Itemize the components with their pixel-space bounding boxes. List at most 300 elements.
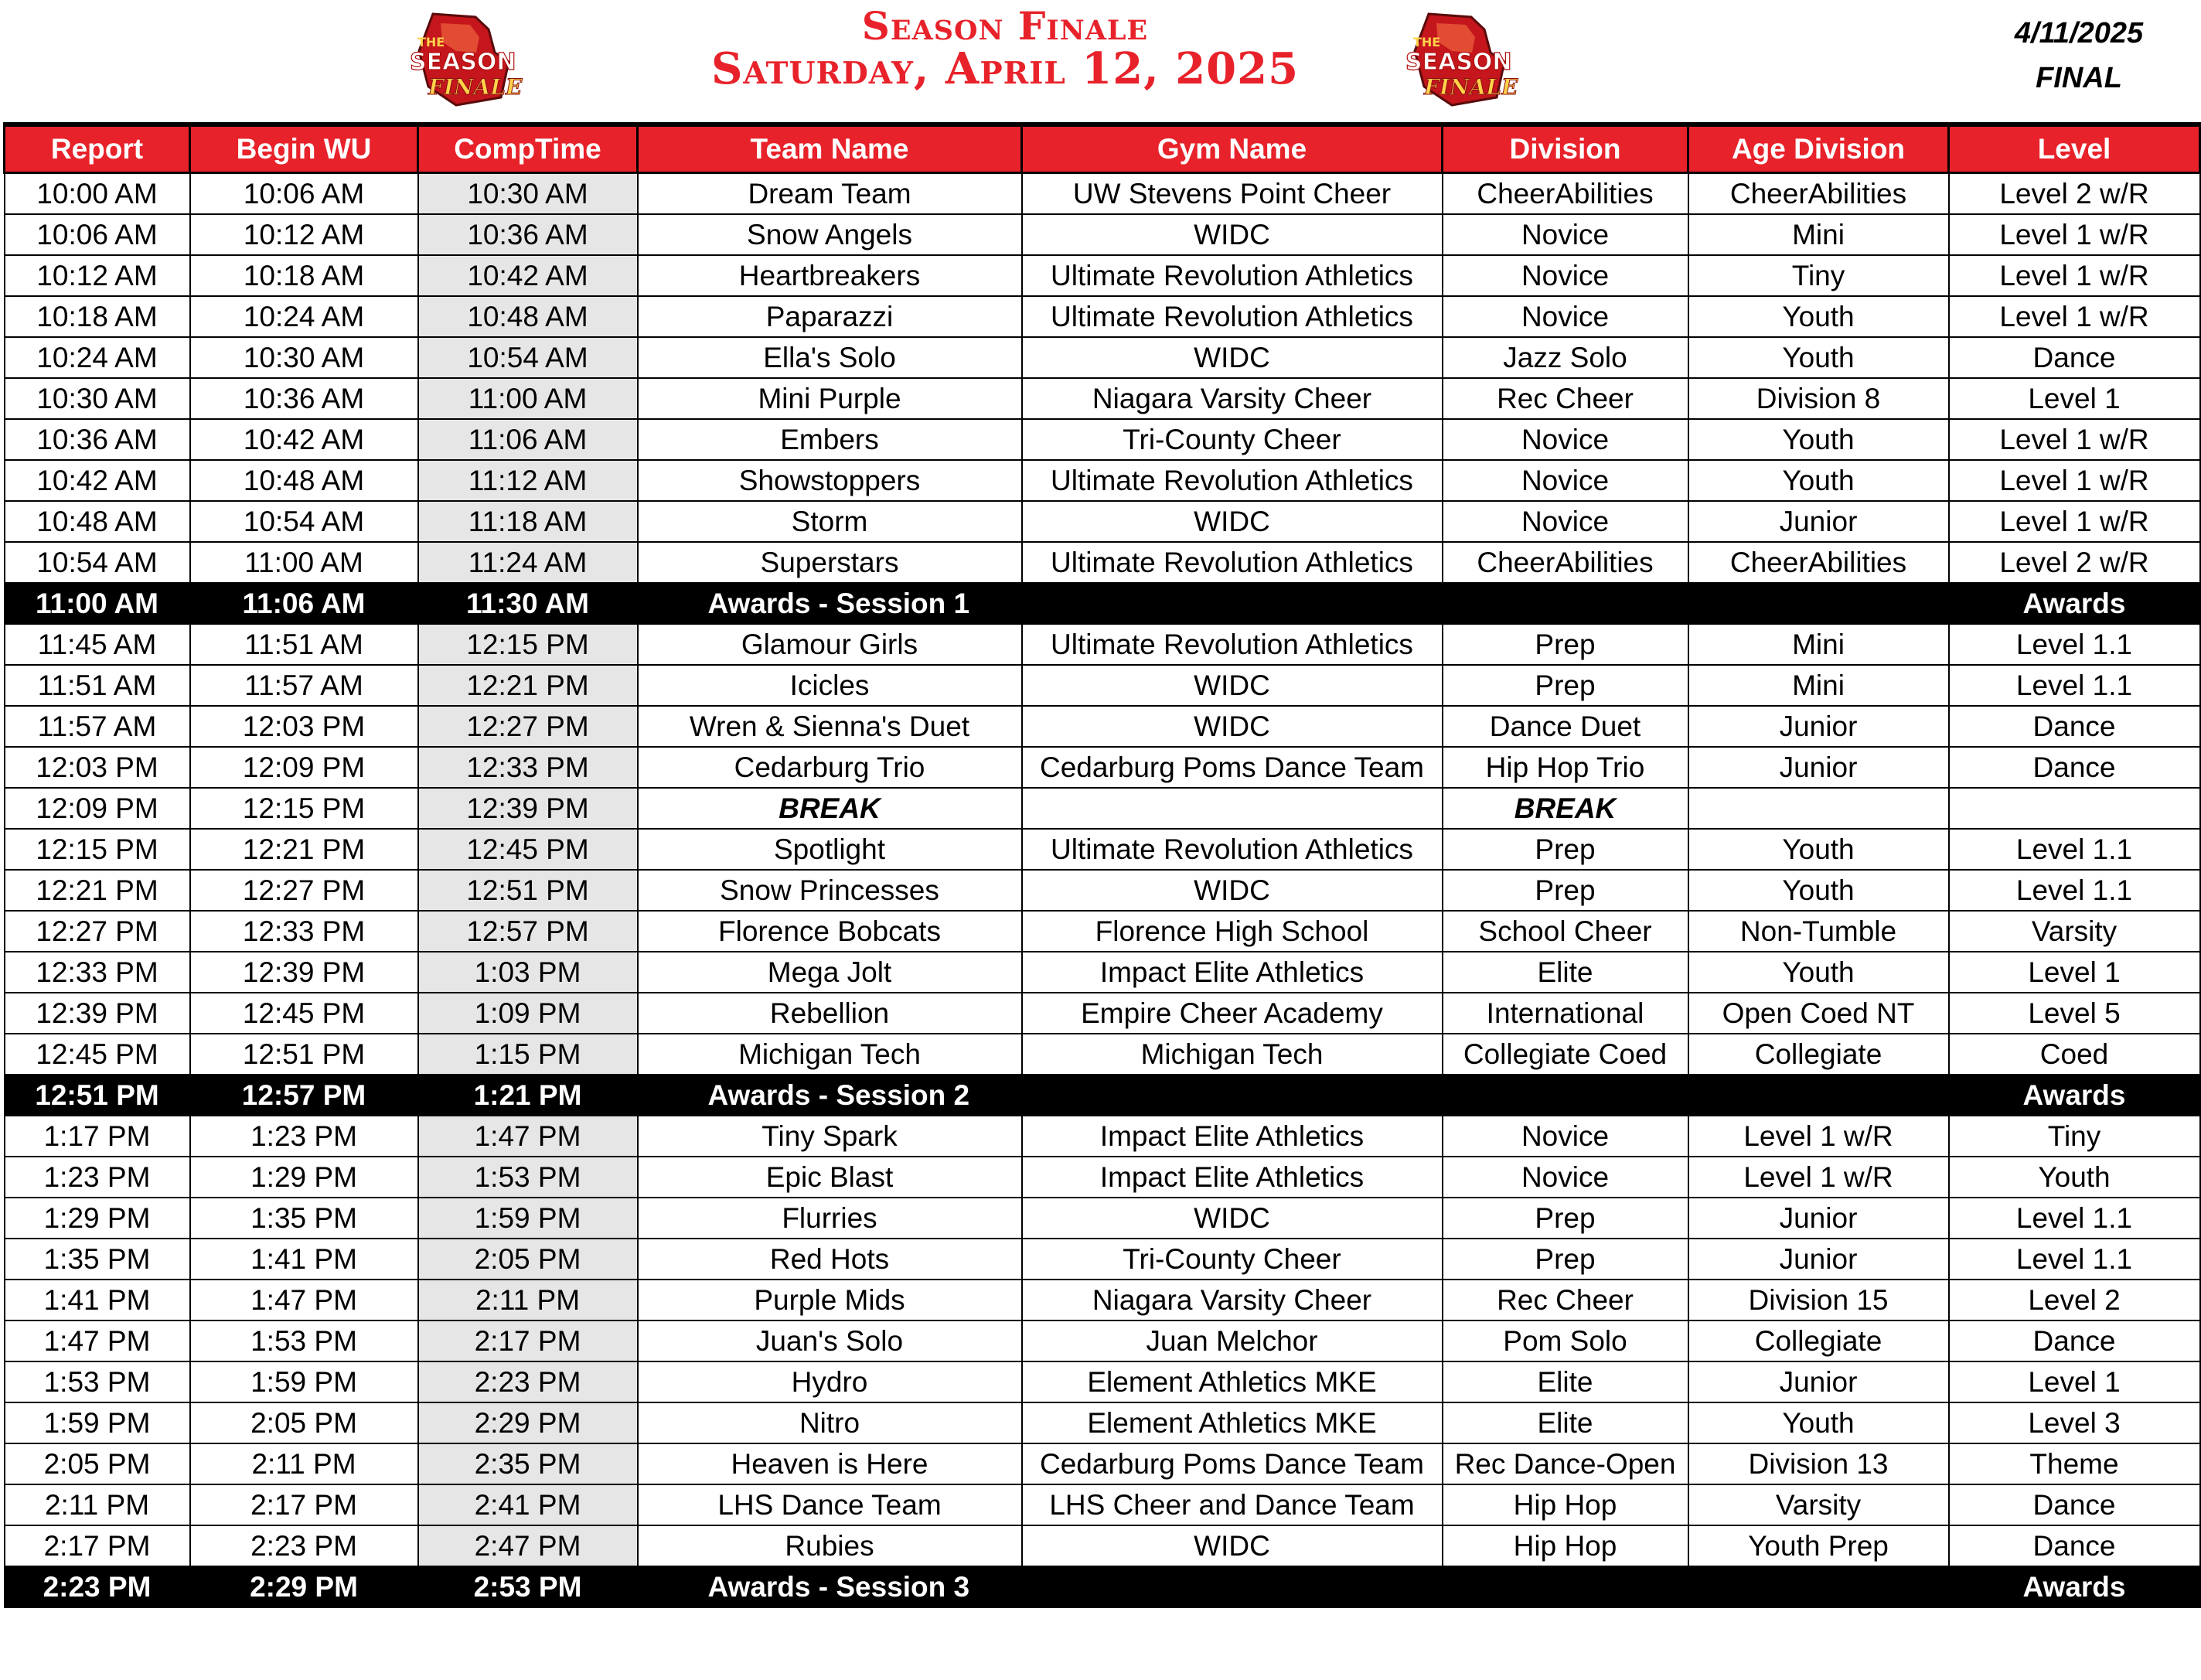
division: Dance Duet: [1443, 706, 1688, 747]
age-division: Youth: [1688, 296, 1949, 337]
page-header: [0, 0, 2201, 122]
team-name: Heaven is Here: [638, 1443, 1022, 1484]
table-row: [5, 1034, 2200, 1075]
comp-time: 1:09 PM: [418, 993, 638, 1034]
comp-time: 11:00 AM: [418, 378, 638, 419]
gym-name: LHS Cheer and Dance Team: [1022, 1484, 1443, 1525]
division: Novice: [1443, 255, 1688, 296]
age-division: Varsity: [1688, 1484, 1949, 1525]
report-time: 1:47 PM: [5, 1320, 190, 1361]
division: BREAK: [1443, 788, 1688, 829]
comp-time: 11:24 AM: [418, 542, 638, 583]
age-division: CheerAbilities: [1688, 542, 1949, 583]
comp-time: 2:41 PM: [418, 1484, 638, 1525]
comp-time: 1:47 PM: [418, 1116, 638, 1157]
division: Prep: [1443, 829, 1688, 870]
begin-wu-time: 11:57 AM: [190, 665, 418, 706]
begin-wu-time: 1:23 PM: [190, 1116, 418, 1157]
level: Level 1 w/R: [1949, 214, 2200, 255]
level: Level 2 w/R: [1949, 173, 2200, 215]
team-name: Rebellion: [638, 993, 1022, 1034]
table-row: [5, 1525, 2200, 1566]
age-division: Open Coed NT: [1688, 993, 1949, 1034]
logo-right-text-season: SEASON: [1405, 49, 1512, 76]
begin-wu-time: 12:51 PM: [190, 1034, 418, 1075]
level: Varsity: [1949, 911, 2200, 952]
logo-text-finale: FINALE: [428, 74, 523, 100]
report-time: 2:17 PM: [5, 1525, 190, 1566]
age-division: Junior: [1688, 706, 1949, 747]
begin-wu-time: 1:41 PM: [190, 1239, 418, 1280]
level: Level 1.1: [1949, 870, 2200, 911]
level: Level 1: [1949, 952, 2200, 993]
begin-wu-time: 2:17 PM: [190, 1484, 418, 1525]
team-name: Snow Angels: [638, 214, 1022, 255]
comp-time: 2:47 PM: [418, 1525, 638, 1566]
report-time: 10:00 AM: [5, 173, 190, 215]
table-row: [5, 911, 2200, 952]
team-name: Ella's Solo: [638, 337, 1022, 378]
team-name: Rubies: [638, 1525, 1022, 1566]
report-time: 2:05 PM: [5, 1443, 190, 1484]
revision-block: [2002, 11, 2156, 101]
age-division: Mini: [1688, 214, 1949, 255]
col-header-age-division: Age Division: [1688, 124, 1949, 173]
division: Prep: [1443, 1239, 1688, 1280]
gym-name: Niagara Varsity Cheer: [1022, 378, 1443, 419]
comp-time: 1:59 PM: [418, 1198, 638, 1239]
division: Rec Cheer: [1443, 1280, 1688, 1320]
division: Rec Dance-Open: [1443, 1443, 1688, 1484]
report-time: 12:15 PM: [5, 829, 190, 870]
begin-wu-time: 12:57 PM: [190, 1075, 418, 1116]
begin-wu-time: 2:23 PM: [190, 1525, 418, 1566]
table-row: [5, 337, 2200, 378]
age-division: Junior: [1688, 1198, 1949, 1239]
revision-status: FINAL: [2036, 62, 2122, 94]
team-name: Mega Jolt: [638, 952, 1022, 993]
table-row: [5, 952, 2200, 993]
team-name: Mini Purple: [638, 378, 1022, 419]
age-division: Youth: [1688, 460, 1949, 501]
age-division: Level 1 w/R: [1688, 1116, 1949, 1157]
comp-time: 1:53 PM: [418, 1157, 638, 1198]
division: Novice: [1443, 1157, 1688, 1198]
comp-time: 2:53 PM: [418, 1566, 638, 1607]
level: Awards: [1949, 583, 2200, 624]
team-name: Snow Princesses: [638, 870, 1022, 911]
gym-name: Florence High School: [1022, 911, 1443, 952]
table-row: [5, 665, 2200, 706]
level: Dance: [1949, 1484, 2200, 1525]
division: Jazz Solo: [1443, 337, 1688, 378]
age-division: Youth: [1688, 337, 1949, 378]
gym-name: Ultimate Revolution Athletics: [1022, 829, 1443, 870]
begin-wu-time: 12:21 PM: [190, 829, 418, 870]
division: Novice: [1443, 460, 1688, 501]
level: Tiny: [1949, 1116, 2200, 1157]
team-name: Wren & Sienna's Duet: [638, 706, 1022, 747]
level: Level 1.1: [1949, 665, 2200, 706]
begin-wu-time: 1:59 PM: [190, 1361, 418, 1402]
gym-name: Ultimate Revolution Athletics: [1022, 255, 1443, 296]
division: Prep: [1443, 624, 1688, 665]
begin-wu-time: 2:11 PM: [190, 1443, 418, 1484]
comp-time: 11:12 AM: [418, 460, 638, 501]
team-name: Juan's Solo: [638, 1320, 1022, 1361]
division: CheerAbilities: [1443, 542, 1688, 583]
report-time: 12:45 PM: [5, 1034, 190, 1075]
team-name: BREAK: [638, 788, 1022, 829]
team-name: Florence Bobcats: [638, 911, 1022, 952]
awards-session-label: Awards - Session 1: [638, 583, 1949, 624]
gym-name: Empire Cheer Academy: [1022, 993, 1443, 1034]
level: Level 1: [1949, 378, 2200, 419]
division: Novice: [1443, 501, 1688, 542]
table-row: [5, 1239, 2200, 1280]
comp-time: 11:30 AM: [418, 583, 638, 624]
division: Hip Hop: [1443, 1484, 1688, 1525]
level: Dance: [1949, 747, 2200, 788]
level: Level 1 w/R: [1949, 255, 2200, 296]
report-time: 10:48 AM: [5, 501, 190, 542]
team-name: Icicles: [638, 665, 1022, 706]
age-division: Collegiate: [1688, 1320, 1949, 1361]
awards-row: [5, 583, 2200, 624]
gym-name: WIDC: [1022, 665, 1443, 706]
division: Prep: [1443, 665, 1688, 706]
table-row: [5, 542, 2200, 583]
gym-name: Impact Elite Athletics: [1022, 1116, 1443, 1157]
col-header-team-name: Team Name: [638, 124, 1022, 173]
level: Level 1 w/R: [1949, 501, 2200, 542]
team-name: Red Hots: [638, 1239, 1022, 1280]
level: Dance: [1949, 337, 2200, 378]
level: Level 3: [1949, 1402, 2200, 1443]
gym-name: Element Athletics MKE: [1022, 1361, 1443, 1402]
comp-time: 12:21 PM: [418, 665, 638, 706]
gym-name: Ultimate Revolution Athletics: [1022, 542, 1443, 583]
report-time: 1:17 PM: [5, 1116, 190, 1157]
col-header-comptime: CompTime: [418, 124, 638, 173]
begin-wu-time: 11:00 AM: [190, 542, 418, 583]
awards-session-label: Awards - Session 2: [638, 1075, 1949, 1116]
level: Level 1.1: [1949, 1198, 2200, 1239]
table-row: [5, 1361, 2200, 1402]
level: Level 1 w/R: [1949, 460, 2200, 501]
season-finale-logo-graphic: [402, 6, 526, 111]
begin-wu-time: 12:39 PM: [190, 952, 418, 993]
division: Novice: [1443, 214, 1688, 255]
table-row: [5, 1280, 2200, 1320]
team-name: Epic Blast: [638, 1157, 1022, 1198]
begin-wu-time: 11:06 AM: [190, 583, 418, 624]
level: Awards: [1949, 1566, 2200, 1607]
begin-wu-time: 10:48 AM: [190, 460, 418, 501]
report-time: 12:03 PM: [5, 747, 190, 788]
table-row: [5, 624, 2200, 665]
level: Theme: [1949, 1443, 2200, 1484]
division: Pom Solo: [1443, 1320, 1688, 1361]
team-name: Purple Mids: [638, 1280, 1022, 1320]
age-division: Youth: [1688, 870, 1949, 911]
comp-time: 2:23 PM: [418, 1361, 638, 1402]
gym-name: Cedarburg Poms Dance Team: [1022, 747, 1443, 788]
report-time: 10:42 AM: [5, 460, 190, 501]
report-time: 12:33 PM: [5, 952, 190, 993]
gym-name: Ultimate Revolution Athletics: [1022, 460, 1443, 501]
begin-wu-time: 10:36 AM: [190, 378, 418, 419]
table-row: [5, 1157, 2200, 1198]
comp-time: 12:39 PM: [418, 788, 638, 829]
division: Novice: [1443, 1116, 1688, 1157]
col-header-report: Report: [5, 124, 190, 173]
division: Collegiate Coed: [1443, 1034, 1688, 1075]
division: Prep: [1443, 870, 1688, 911]
comp-time: 12:33 PM: [418, 747, 638, 788]
table-row: [5, 993, 2200, 1034]
gym-name: Ultimate Revolution Athletics: [1022, 296, 1443, 337]
report-time: 11:57 AM: [5, 706, 190, 747]
report-time: 10:54 AM: [5, 542, 190, 583]
begin-wu-time: 12:27 PM: [190, 870, 418, 911]
begin-wu-time: 2:29 PM: [190, 1566, 418, 1607]
division: Hip Hop Trio: [1443, 747, 1688, 788]
division: International: [1443, 993, 1688, 1034]
table-row: [5, 460, 2200, 501]
comp-time: 11:06 AM: [418, 419, 638, 460]
report-time: 12:51 PM: [5, 1075, 190, 1116]
level: Level 2 w/R: [1949, 542, 2200, 583]
comp-time: 2:17 PM: [418, 1320, 638, 1361]
level: Level 1.1: [1949, 624, 2200, 665]
age-division: Youth: [1688, 952, 1949, 993]
age-division: CheerAbilities: [1688, 173, 1949, 215]
table-row: [5, 378, 2200, 419]
begin-wu-time: 1:47 PM: [190, 1280, 418, 1320]
gym-name: WIDC: [1022, 870, 1443, 911]
gym-name: Cedarburg Poms Dance Team: [1022, 1443, 1443, 1484]
gym-name: Impact Elite Athletics: [1022, 952, 1443, 993]
col-header-division: Division: [1443, 124, 1688, 173]
age-division: Mini: [1688, 624, 1949, 665]
begin-wu-time: 1:53 PM: [190, 1320, 418, 1361]
level: Dance: [1949, 1320, 2200, 1361]
table-row: [5, 1116, 2200, 1157]
comp-time: 1:03 PM: [418, 952, 638, 993]
report-time: 10:30 AM: [5, 378, 190, 419]
age-division: Tiny: [1688, 255, 1949, 296]
age-division: Junior: [1688, 1361, 1949, 1402]
logo-right-text-the: THE: [1413, 35, 1441, 49]
comp-time: 11:18 AM: [418, 501, 638, 542]
team-name: Superstars: [638, 542, 1022, 583]
report-time: 10:18 AM: [5, 296, 190, 337]
logo-right-text-finale: FINALE: [1424, 74, 1518, 100]
table-row: [5, 214, 2200, 255]
report-time: 1:53 PM: [5, 1361, 190, 1402]
report-time: 12:09 PM: [5, 788, 190, 829]
comp-time: 10:48 AM: [418, 296, 638, 337]
comp-time: 12:45 PM: [418, 829, 638, 870]
awards-session-label: Awards - Session 3: [638, 1566, 1949, 1607]
gym-name: Juan Melchor: [1022, 1320, 1443, 1361]
gym-name: WIDC: [1022, 214, 1443, 255]
report-time: 1:29 PM: [5, 1198, 190, 1239]
division: Prep: [1443, 1198, 1688, 1239]
age-division: Division 13: [1688, 1443, 1949, 1484]
report-time: 1:41 PM: [5, 1280, 190, 1320]
report-time: 1:35 PM: [5, 1239, 190, 1280]
begin-wu-time: 12:33 PM: [190, 911, 418, 952]
break-row: [5, 788, 2200, 829]
table-row: [5, 1320, 2200, 1361]
revision-date: 4/11/2025: [2014, 17, 2144, 49]
comp-time: 12:27 PM: [418, 706, 638, 747]
begin-wu-time: 2:05 PM: [190, 1402, 418, 1443]
division: Elite: [1443, 952, 1688, 993]
team-name: Hydro: [638, 1361, 1022, 1402]
begin-wu-time: 12:45 PM: [190, 993, 418, 1034]
team-name: Heartbreakers: [638, 255, 1022, 296]
level: Level 1 w/R: [1949, 419, 2200, 460]
table-row: [5, 706, 2200, 747]
schedule-table: [3, 122, 2201, 1608]
begin-wu-time: 10:24 AM: [190, 296, 418, 337]
division: School Cheer: [1443, 911, 1688, 952]
table-row: [5, 1484, 2200, 1525]
gym-name: WIDC: [1022, 706, 1443, 747]
comp-time: 12:51 PM: [418, 870, 638, 911]
table-row: [5, 1402, 2200, 1443]
report-time: 2:11 PM: [5, 1484, 190, 1525]
awards-row: [5, 1075, 2200, 1116]
age-division: Junior: [1688, 747, 1949, 788]
begin-wu-time: 10:06 AM: [190, 173, 418, 215]
begin-wu-time: 10:18 AM: [190, 255, 418, 296]
team-name: Showstoppers: [638, 460, 1022, 501]
level: Dance: [1949, 706, 2200, 747]
division: Rec Cheer: [1443, 378, 1688, 419]
level: Level 2: [1949, 1280, 2200, 1320]
team-name: LHS Dance Team: [638, 1484, 1022, 1525]
age-division: Youth: [1688, 419, 1949, 460]
gym-name: Tri-County Cheer: [1022, 1239, 1443, 1280]
age-division: Youth: [1688, 829, 1949, 870]
table-row: [5, 747, 2200, 788]
level: Level 1.1: [1949, 1239, 2200, 1280]
comp-time: 1:21 PM: [418, 1075, 638, 1116]
age-division: Collegiate: [1688, 1034, 1949, 1075]
level: Youth: [1949, 1157, 2200, 1198]
gym-name: [1022, 788, 1443, 829]
comp-time: 2:11 PM: [418, 1280, 638, 1320]
division: Hip Hop: [1443, 1525, 1688, 1566]
awards-row: [5, 1566, 2200, 1607]
comp-time: 10:36 AM: [418, 214, 638, 255]
table-row: [5, 501, 2200, 542]
event-title: Season Finale: [861, 3, 1149, 49]
season-finale-logo-right: [1398, 6, 1521, 111]
table-row: [5, 296, 2200, 337]
gym-name: Element Athletics MKE: [1022, 1402, 1443, 1443]
report-time: 12:21 PM: [5, 870, 190, 911]
report-time: 2:23 PM: [5, 1566, 190, 1607]
report-time: 11:00 AM: [5, 583, 190, 624]
team-name: Embers: [638, 419, 1022, 460]
report-time: 10:36 AM: [5, 419, 190, 460]
age-division: Division 15: [1688, 1280, 1949, 1320]
begin-wu-time: 10:12 AM: [190, 214, 418, 255]
report-time: 11:45 AM: [5, 624, 190, 665]
season-finale-logo-right-graphic: [1398, 6, 1521, 111]
logo-text-the: THE: [417, 35, 445, 49]
col-header-gym-name: Gym Name: [1022, 124, 1443, 173]
begin-wu-time: 12:09 PM: [190, 747, 418, 788]
gym-name: Tri-County Cheer: [1022, 419, 1443, 460]
level: Coed: [1949, 1034, 2200, 1075]
team-name: Flurries: [638, 1198, 1022, 1239]
comp-time: 12:15 PM: [418, 624, 638, 665]
division: Novice: [1443, 419, 1688, 460]
report-time: 10:24 AM: [5, 337, 190, 378]
table-row: [5, 1198, 2200, 1239]
report-time: 1:59 PM: [5, 1402, 190, 1443]
schedule-body: [5, 173, 2200, 1608]
col-header-begin-wu: Begin WU: [190, 124, 418, 173]
team-name: Spotlight: [638, 829, 1022, 870]
event-date-title: Saturday, April 12, 2025: [710, 43, 1300, 94]
table-row: [5, 419, 2200, 460]
age-division: Youth Prep: [1688, 1525, 1949, 1566]
begin-wu-time: 1:35 PM: [190, 1198, 418, 1239]
level: Level 1 w/R: [1949, 296, 2200, 337]
team-name: Dream Team: [638, 173, 1022, 215]
gym-name: WIDC: [1022, 1525, 1443, 1566]
table-row: [5, 173, 2200, 215]
begin-wu-time: 10:54 AM: [190, 501, 418, 542]
level: Level 5: [1949, 993, 2200, 1034]
team-name: Nitro: [638, 1402, 1022, 1443]
gym-name: Impact Elite Athletics: [1022, 1157, 1443, 1198]
table-row: [5, 1443, 2200, 1484]
team-name: Tiny Spark: [638, 1116, 1022, 1157]
report-time: 12:27 PM: [5, 911, 190, 952]
gym-name: WIDC: [1022, 1198, 1443, 1239]
gym-name: Michigan Tech: [1022, 1034, 1443, 1075]
age-division: Junior: [1688, 1239, 1949, 1280]
begin-wu-time: 11:51 AM: [190, 624, 418, 665]
level: [1949, 788, 2200, 829]
team-name: Glamour Girls: [638, 624, 1022, 665]
table-row: [5, 829, 2200, 870]
begin-wu-time: 12:03 PM: [190, 706, 418, 747]
gym-name: Niagara Varsity Cheer: [1022, 1280, 1443, 1320]
level: Level 1: [1949, 1361, 2200, 1402]
team-name: Paparazzi: [638, 296, 1022, 337]
comp-time: 10:30 AM: [418, 173, 638, 215]
age-division: Youth: [1688, 1402, 1949, 1443]
table-header-row: [5, 124, 2200, 173]
division: Elite: [1443, 1402, 1688, 1443]
level: Awards: [1949, 1075, 2200, 1116]
begin-wu-time: 1:29 PM: [190, 1157, 418, 1198]
level: Level 1.1: [1949, 829, 2200, 870]
logo-text-season: SEASON: [410, 49, 516, 76]
begin-wu-time: 10:30 AM: [190, 337, 418, 378]
age-division: Division 8: [1688, 378, 1949, 419]
age-division: Non-Tumble: [1688, 911, 1949, 952]
